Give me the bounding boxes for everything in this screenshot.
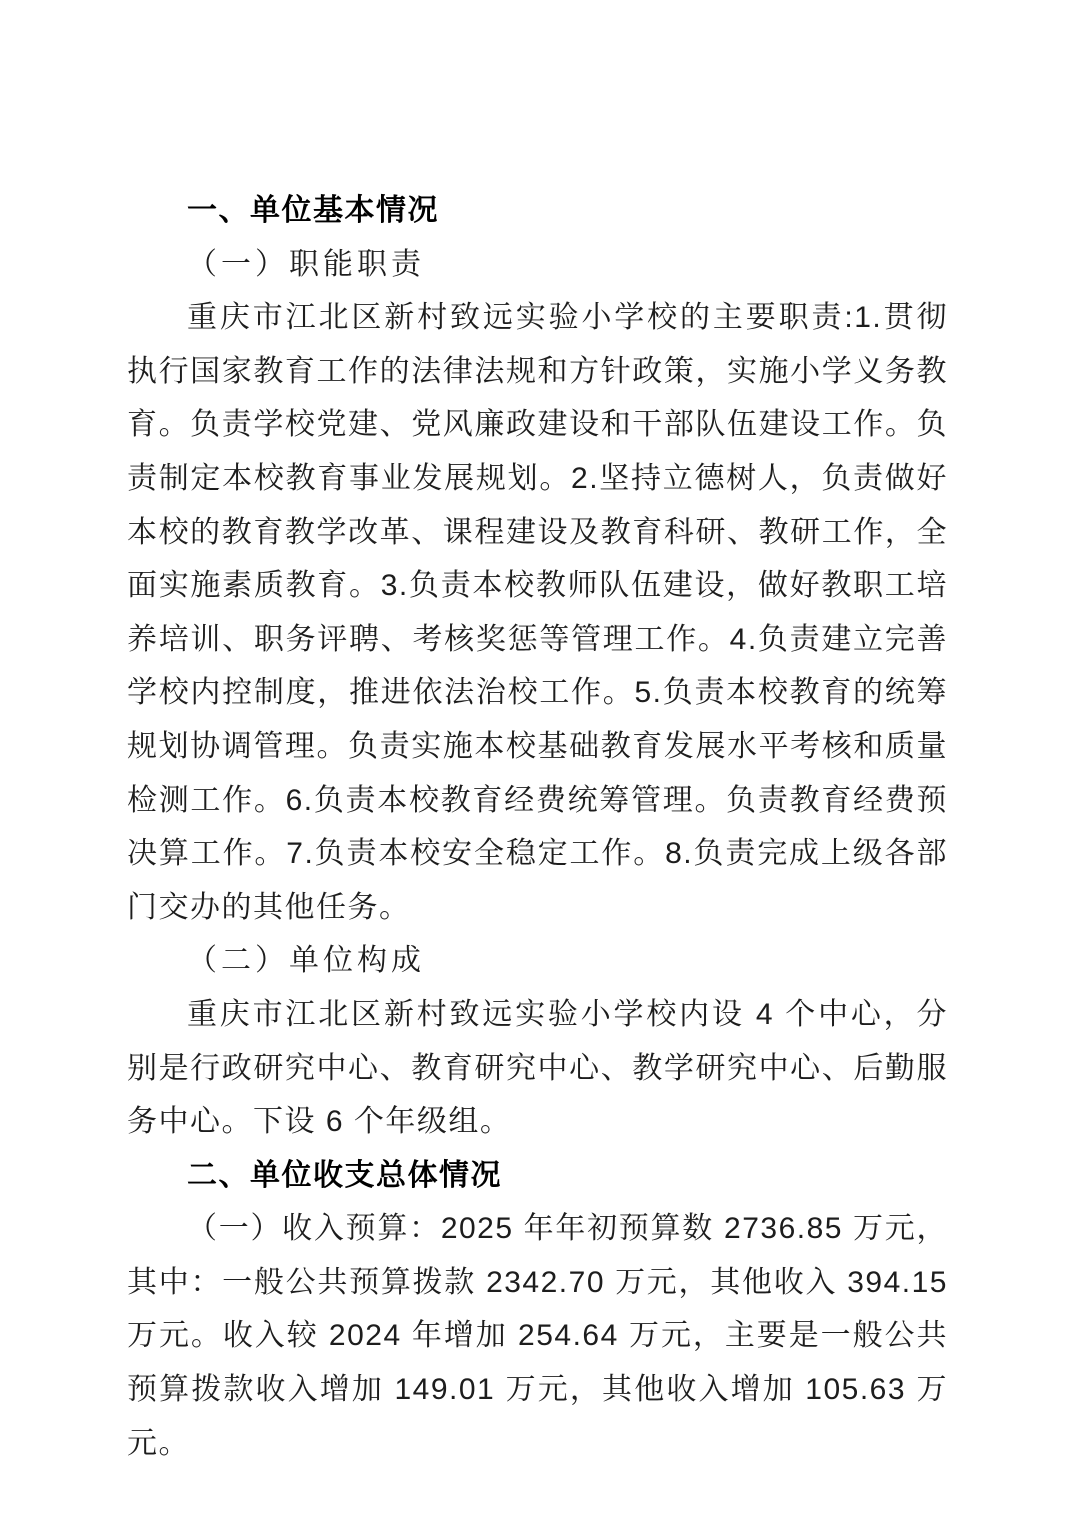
subsection-duties-heading: （一）职能职责 <box>187 247 425 281</box>
section-2-heading: 二、单位收支总体情况 <box>187 1158 502 1192</box>
section-1-heading: 一、单位基本情况 <box>187 194 439 227</box>
subsection-composition-heading: （二）单位构成 <box>187 944 425 978</box>
composition-paragraph: 重庆市江北区新村致远实验小学校内设 4 个中心，分别是行政研究中心、教育研究中心、教学研究中心、后勤服务中心。下设 6 个年级组。 <box>127 997 948 1139</box>
duties-paragraph: 重庆市江北区新村致远实验小学校的主要职责:1.贯彻执行国家教育工作的法律法规和方针政策，实施小学义务教育。负责学校党建、党风廉政建设和干部队伍建设工作。负责制定本校教育事业发展规划。2.坚持立德树人，负责做好本校的教育教学改革、课程建设及教育科研、教研工作，全面实施素质教育。3.负责本校教师队伍建设，做好教职工培养培训、职务评聘、考核奖惩等管理工作。4.负责建立完善学校内控制度，推进依法治校工作。5.负责本校教育的统筹规划协调管理。负责实施本校基础教育发展水平考核和质量检测工作。6.负责本校教育经费统筹管理。负责教育经费预决算工作。7.负责本校安全稳定工作。8.负责完成上级各部门交办的其他任务。 <box>127 301 948 924</box>
income-budget-paragraph: （一）收入预算：2025 年年初预算数 2736.85 万元，其中：一般公共预算拨款 2342.70 万元，其他收入 394.15 万元。收入较 2024 年增加 254.64 万元，主要是一般公共预算拨款收入增加 149.01 万元，其他收入增加 105.63 万元。 <box>127 1212 948 1460</box>
